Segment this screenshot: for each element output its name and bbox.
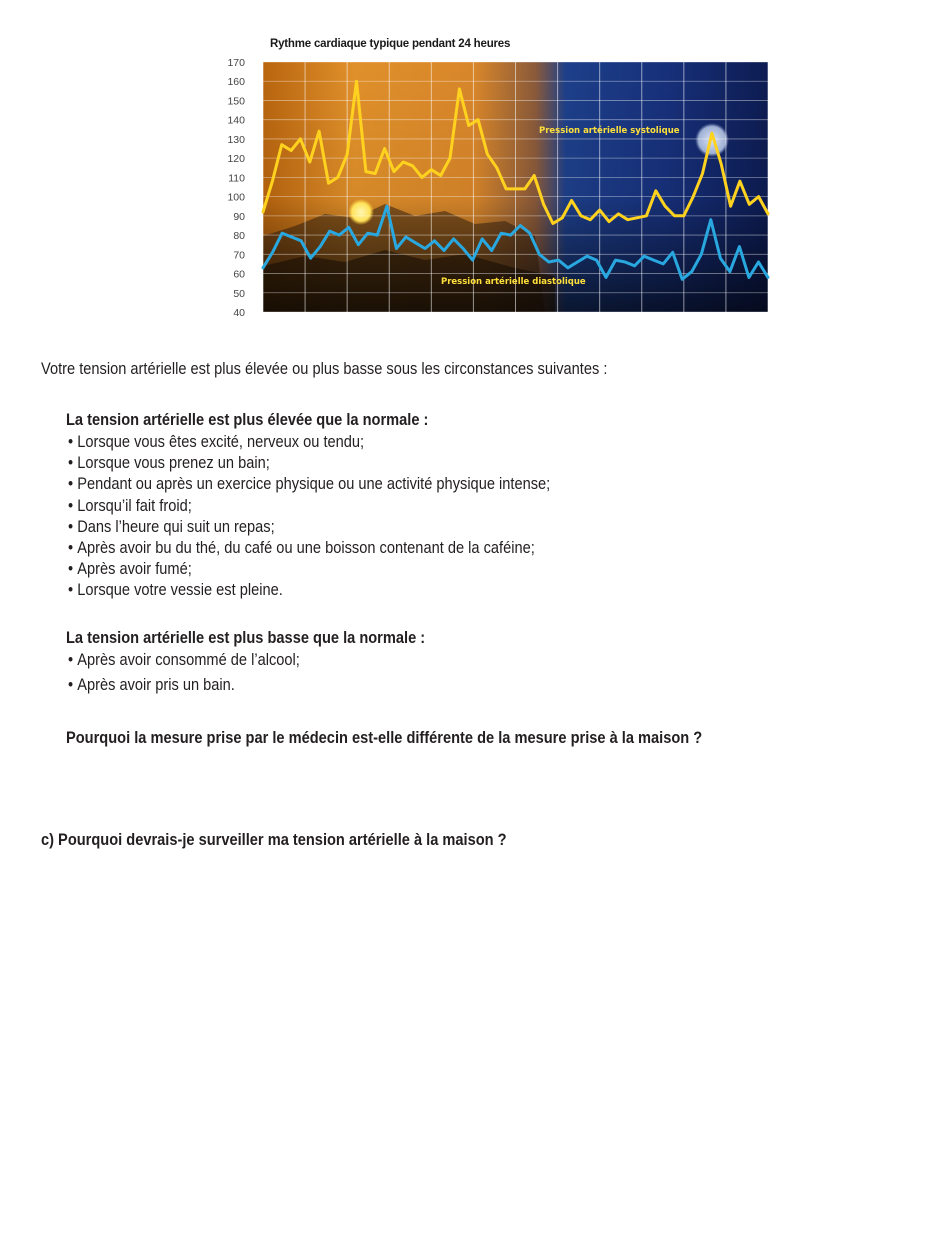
data-point <box>272 252 274 254</box>
data-point <box>653 259 655 261</box>
data-point <box>272 180 274 182</box>
data-point <box>377 234 379 236</box>
data-point <box>681 279 683 281</box>
y-axis-ticks <box>227 57 245 318</box>
data-point <box>337 177 339 179</box>
data-point <box>636 217 638 219</box>
data-point <box>319 246 321 248</box>
data-point <box>615 259 617 261</box>
data-point <box>691 271 693 273</box>
list-item: • Après avoir consommé de l’alcool; <box>68 649 300 670</box>
data-point <box>384 148 386 150</box>
data-point <box>449 157 451 159</box>
data-point <box>396 248 398 250</box>
data-point <box>403 161 405 163</box>
data-point <box>562 217 564 219</box>
data-point <box>646 215 648 217</box>
data-point <box>424 248 426 250</box>
data-point <box>624 261 626 263</box>
list-item: • Lorsqu’il fait froid; <box>68 495 550 516</box>
sun-icon <box>348 199 374 225</box>
data-point <box>505 188 507 190</box>
data-point <box>291 236 293 238</box>
data-point <box>281 144 283 146</box>
y-tick-label: 150 <box>227 95 245 108</box>
data-point <box>318 130 320 132</box>
y-tick-label: 140 <box>227 114 245 127</box>
label-diastolic: Pression artérielle diastolique <box>441 277 586 287</box>
y-tick-label: 70 <box>233 249 245 262</box>
y-tick-label: 100 <box>227 191 245 204</box>
data-point <box>655 190 657 192</box>
data-point <box>481 238 483 240</box>
list-item: • Après avoir bu du thé, du café ou une boisson contenant de la caféine; <box>68 537 550 558</box>
list-lower <box>68 649 338 695</box>
data-point <box>510 234 512 236</box>
data-point <box>443 250 445 252</box>
y-tick-label: 90 <box>233 210 245 223</box>
data-point <box>767 213 769 215</box>
data-point <box>758 196 760 198</box>
y-tick-label: 110 <box>228 172 245 185</box>
data-point <box>558 259 560 261</box>
data-point <box>529 232 531 234</box>
list-higher <box>68 431 629 601</box>
data-point <box>539 254 541 256</box>
data-point <box>702 173 704 175</box>
data-point <box>358 244 360 246</box>
data-point <box>328 182 330 184</box>
data-point <box>720 257 722 259</box>
data-point <box>730 205 732 207</box>
list-item: • Après avoir pris un bain. <box>68 674 300 695</box>
data-point <box>710 219 712 221</box>
data-point <box>683 215 685 217</box>
list-item: • Dans l’heure qui suit un repas; <box>68 516 550 537</box>
y-tick-label: 130 <box>227 133 245 146</box>
y-tick-label: 40 <box>233 307 245 318</box>
data-point <box>533 175 535 177</box>
data-point <box>462 248 464 250</box>
data-point <box>567 267 569 269</box>
data-point <box>590 219 592 221</box>
data-point <box>627 219 629 221</box>
data-point <box>739 246 741 248</box>
data-point <box>367 232 369 234</box>
y-tick-label: 50 <box>233 287 245 300</box>
data-point <box>434 240 436 242</box>
data-point <box>711 132 713 134</box>
data-point <box>524 188 526 190</box>
data-point <box>739 180 741 182</box>
data-point <box>552 223 554 225</box>
y-tick-label: 120 <box>227 153 245 166</box>
data-point <box>608 221 610 223</box>
data-point <box>348 227 350 229</box>
list-item: • Après avoir fumé; <box>68 558 550 579</box>
data-point <box>405 236 407 238</box>
data-point <box>596 259 598 261</box>
data-point <box>346 154 348 156</box>
y-tick-label: 60 <box>233 268 245 281</box>
data-point <box>440 175 442 177</box>
data-point <box>262 267 264 269</box>
list-item: • Lorsque vous prenez un bain; <box>68 452 550 473</box>
data-point <box>674 215 676 217</box>
data-point <box>356 80 358 82</box>
y-tick-label: 80 <box>233 230 245 243</box>
intro-text: Votre tension artérielle est plus élevée ou plus basse sous les circonstances suivantes : <box>41 359 608 378</box>
data-point <box>580 215 582 217</box>
data-point <box>605 277 607 279</box>
data-point <box>329 230 331 232</box>
data-point <box>496 167 498 169</box>
data-point <box>472 259 474 261</box>
data-point <box>767 277 769 279</box>
data-point <box>487 154 489 156</box>
data-point <box>701 254 703 256</box>
y-tick-label: 170 <box>227 57 245 69</box>
data-point <box>634 265 636 267</box>
data-point <box>421 177 423 179</box>
data-point <box>310 257 312 259</box>
chart-svg <box>215 36 775 318</box>
list-item: • Pendant ou après un exercice physique ou une activité physique intense; <box>68 473 550 494</box>
chart-title: Rythme cardiaque typique pendant 24 heures <box>270 38 511 50</box>
data-point <box>515 188 517 190</box>
data-point <box>477 119 479 121</box>
list-item: • Lorsque vous êtes excité, nerveux ou tendu; <box>68 431 550 452</box>
data-point <box>643 255 645 257</box>
data-point <box>365 171 367 173</box>
data-point <box>662 263 664 265</box>
data-point <box>692 196 694 198</box>
data-point <box>393 171 395 173</box>
data-point <box>500 232 502 234</box>
data-point <box>338 234 340 236</box>
data-point <box>618 213 620 215</box>
data-point <box>577 261 579 263</box>
data-point <box>672 252 674 254</box>
data-point <box>586 255 588 257</box>
heading-lower: La tension artérielle est plus basse que la normale : <box>66 628 426 647</box>
data-point <box>664 205 666 207</box>
data-point <box>290 150 292 152</box>
data-point <box>453 238 455 240</box>
heading-higher: La tension artérielle est plus élevée que la normale : <box>66 410 429 429</box>
data-point <box>459 88 461 90</box>
data-point <box>300 240 302 242</box>
data-point <box>548 261 550 263</box>
data-point <box>520 225 522 227</box>
data-point <box>431 169 433 171</box>
data-point <box>720 163 722 165</box>
data-point <box>758 261 760 263</box>
blood-pressure-chart <box>215 36 775 318</box>
data-point <box>386 205 388 207</box>
data-point <box>571 200 573 202</box>
data-point <box>491 250 493 252</box>
list-item: • Lorsque votre vessie est pleine. <box>68 579 550 600</box>
moon-icon <box>695 123 729 157</box>
data-point <box>262 211 264 213</box>
data-point <box>374 173 376 175</box>
data-point <box>748 277 750 279</box>
data-point <box>281 232 283 234</box>
label-systolic: Pression artérielle systolique <box>539 126 680 136</box>
y-tick-label: 160 <box>227 76 245 89</box>
data-point <box>543 204 545 206</box>
data-point <box>415 242 417 244</box>
question-c-home-monitoring: c) Pourquoi devrais-je surveiller ma tension artérielle à la maison ? <box>41 830 507 849</box>
data-point <box>599 209 601 211</box>
data-point <box>300 138 302 140</box>
data-point <box>412 165 414 167</box>
question-doctor-measure: Pourquoi la mesure prise par le médecin est-elle différente de la mesure prise à la maison ? <box>66 728 703 747</box>
data-point <box>749 204 751 206</box>
data-point <box>468 125 470 127</box>
data-point <box>309 161 311 163</box>
data-point <box>729 271 731 273</box>
